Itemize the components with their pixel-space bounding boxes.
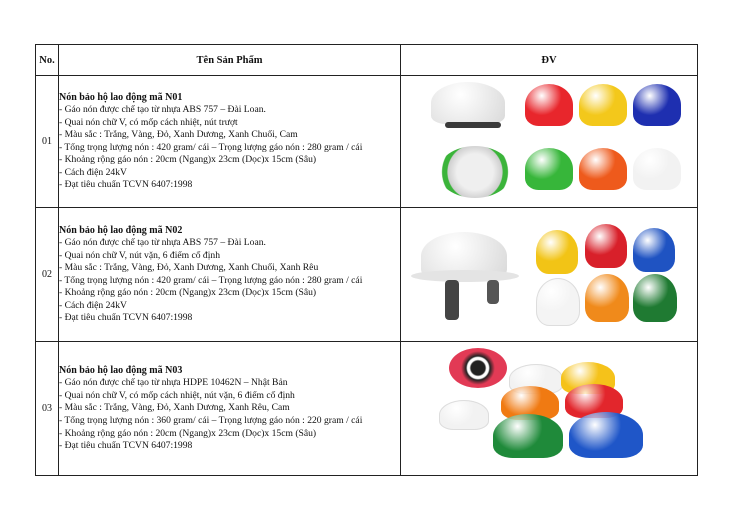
spec-line: - Quai nón chữ V, có mốp cách nhiệt, nút vặn, 6 điểm cố định bbox=[59, 389, 295, 401]
helmet-orange bbox=[579, 148, 627, 190]
helmet-inner-harness bbox=[449, 348, 507, 388]
product-title: Nón bảo hộ lao động mã N02 bbox=[59, 224, 183, 236]
helmet-brim bbox=[411, 270, 519, 282]
spec-line: - Quai nón chữ V, có mốp cách nhiệt, nút trượt bbox=[59, 116, 238, 128]
row-number: 02 bbox=[36, 208, 59, 342]
table-row bbox=[36, 76, 698, 208]
helmet-white bbox=[633, 148, 681, 190]
helmet-orange bbox=[585, 274, 629, 322]
helmet-green-moss bbox=[633, 274, 677, 322]
spec-line: - Gáo nón được chế tạo từ nhựa ABS 757 – Đài Loan. bbox=[59, 236, 266, 248]
header-product-name: Tên Sản Phẩm bbox=[59, 45, 401, 76]
helmet-yellow bbox=[579, 84, 627, 126]
spec-line: - Tổng trọng lượng nón : 420 gram/ cái – Trọng lượng gáo nón : 280 gram / cái bbox=[59, 141, 363, 153]
spec-line: - Quai nón chữ V, nút vặn, 6 điểm cố định bbox=[59, 249, 220, 261]
product-title: Nón bảo hộ lao động mã N01 bbox=[59, 91, 183, 103]
helmet-white-small bbox=[439, 400, 489, 430]
helmet-strap bbox=[445, 122, 501, 128]
spec-line: - Cách điện 24kV bbox=[59, 299, 127, 311]
helmet-blue bbox=[633, 84, 681, 126]
helmet-strap bbox=[487, 280, 499, 304]
product-description bbox=[59, 342, 401, 476]
row-number: 03 bbox=[36, 342, 59, 476]
spec-line: - Màu sắc : Trắng, Vàng, Đỏ, Xanh Dương, Xanh Chuối, Cam bbox=[59, 129, 298, 141]
helmet-green bbox=[493, 414, 563, 458]
helmet-blue bbox=[633, 228, 675, 272]
spec-line: - Đạt tiêu chuẩn TCVN 6407:1998 bbox=[59, 179, 193, 191]
header-no: No. bbox=[36, 45, 59, 76]
spec-line: - Gáo nón được chế tạo từ nhựa HDPE 10462N – Nhật Bản bbox=[59, 377, 288, 389]
spec-line: - Màu sắc : Trắng, Vàng, Đỏ, Xanh Dương, Xanh Chuối, Xanh Rêu bbox=[59, 262, 319, 274]
product-image-n02 bbox=[401, 208, 698, 342]
spec-line: - Màu sắc : Trắng, Vàng, Đỏ, Xanh Dương, Xanh Rêu, Cam bbox=[59, 402, 290, 414]
spec-line: - Gáo nón được chế tạo từ nhựa ABS 757 – Đài Loan. bbox=[59, 103, 266, 115]
table-row bbox=[36, 342, 698, 476]
spec-line: - Tổng trọng lượng nón : 360 gram/ cái – Trọng lượng gáo nón : 220 gram / cái bbox=[59, 415, 363, 426]
product-title: Nón bảo hộ lao động mã N03 bbox=[59, 365, 183, 377]
product-description bbox=[59, 208, 401, 342]
product-image-n03 bbox=[401, 342, 698, 476]
helmet-blue bbox=[569, 412, 643, 458]
row-number: 01 bbox=[36, 76, 59, 208]
spec-line: - Khoảng rộng gáo nón : 20cm (Ngang)x 23cm (Dọc)x 15cm (Sâu) bbox=[59, 427, 317, 439]
table-row bbox=[36, 208, 698, 342]
helmet-green bbox=[525, 148, 573, 190]
spec-line: - Tổng trọng lượng nón : 420 gram/ cái – Trọng lượng gáo nón : 280 gram / cái bbox=[59, 274, 363, 286]
spec-line: - Khoảng rộng gáo nón : 20cm (Ngang)x 23cm (Dọc)x 15cm (Sâu) bbox=[59, 154, 317, 166]
spec-line: - Đạt tiêu chuẩn TCVN 6407:1998 bbox=[59, 440, 193, 452]
spec-line: - Đạt tiêu chuẩn TCVN 6407:1998 bbox=[59, 312, 193, 324]
helmet-white bbox=[536, 278, 580, 326]
product-table bbox=[35, 44, 698, 476]
spec-line: - Cách điện 24kV bbox=[59, 166, 127, 178]
helmet-underside bbox=[438, 146, 512, 198]
helmet-side-white bbox=[431, 82, 505, 124]
helmet-red bbox=[585, 224, 627, 268]
product-image-n01 bbox=[401, 76, 698, 208]
helmet-strap bbox=[445, 280, 459, 320]
helmet-red bbox=[525, 84, 573, 126]
header-image: ĐV bbox=[401, 45, 698, 76]
helmet-yellow bbox=[536, 230, 578, 274]
product-description bbox=[59, 76, 401, 208]
spec-line: - Khoảng rộng gáo nón : 20cm (Ngang)x 23cm (Dọc)x 15cm (Sâu) bbox=[59, 287, 317, 299]
header-row bbox=[36, 45, 698, 76]
